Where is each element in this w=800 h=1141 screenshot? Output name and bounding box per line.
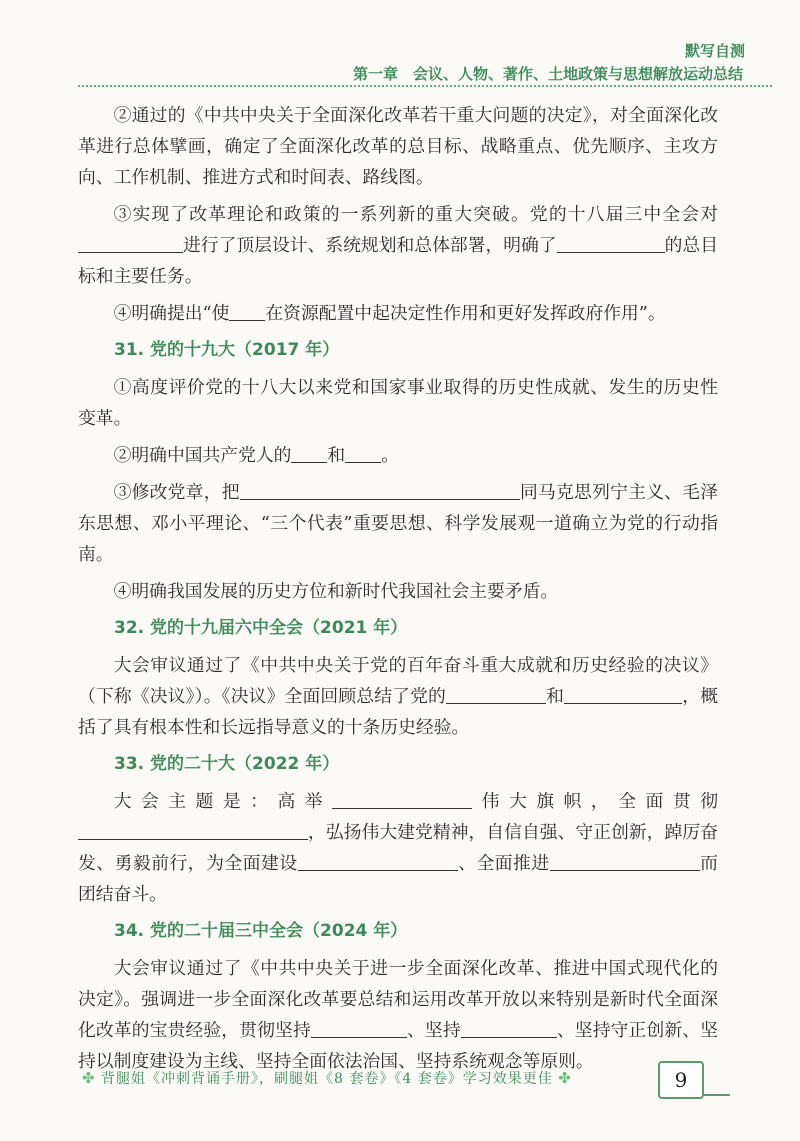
paragraph-mission [78,440,718,471]
header-divider [78,85,772,87]
text: 而团结奋斗。 [78,853,718,905]
text: 在资源配置中起决定性作用和更好发挥政府作用”。 [265,303,666,324]
text: 、全面推进 [457,853,550,874]
fill-blank[interactable] [291,442,327,463]
text: ，概括了具有根本性和长远指导意义的十条历史经验。 [78,686,718,738]
paragraph-resolution [78,650,718,743]
page-number: 9 [658,1061,704,1099]
text: 大会审议通过了《中共中央关于党的百年奋斗重大成就和历史经验的决议》（下称《决议》）。《决议》全面回顾总结了党的 [78,655,718,707]
text: 。 [381,445,400,466]
text: 和 [327,445,346,466]
text: 大会审议通过了《中共中央关于进一步全面深化改革、推进中国式现代化的决定》。强调进一步全面深化改革要总结和运用改革开放以来特别是新时代全面深化改革的宝贵经验，贯彻坚持 [78,958,718,1041]
footer-promo [82,1068,572,1088]
heading-34: 34. 党的二十届三中全会（2024 年） [114,921,408,941]
section-tag: 默写自测 [684,42,745,60]
fill-blank[interactable] [550,850,700,871]
fill-blank[interactable] [345,442,381,463]
paragraph-reform [78,953,718,1077]
text: 大会主题是：高举 [113,791,333,812]
fill-blank[interactable] [564,683,682,704]
fill-blank[interactable] [311,1017,407,1038]
text: 伟大旗帜，全面贯彻 [472,791,718,812]
heading-32: 32. 党的十九届六中全会（2021 年） [114,618,408,638]
text: 同马克思列宁主义、毛泽东思想、邓小平理论、“三个代表”重要思想、科学发展观一道确立为党的行动指南。 [78,482,718,565]
text: ②明确中国共产党人的 [113,445,292,466]
paragraph-achievements: ①高度评价党的十八大以来党和国家事业取得的历史性成就、发生的历史性变革。 [78,377,718,429]
clover-icon: ✤ [82,1069,96,1087]
fill-blank[interactable] [557,232,665,253]
fill-blank[interactable] [240,479,520,500]
text: ③修改党章，把 [113,482,240,503]
paragraph-theme [78,786,718,910]
footer-text: 背腿姐《冲刺背诵手册》，刷腿姐《8 套卷》《4 套卷》学习效果更佳 [101,1071,553,1087]
text: 的总目标和主要任务。 [78,235,718,287]
text: 、坚持 [406,1020,461,1041]
fill-blank[interactable] [461,1017,557,1038]
text: ④明确提出“使 [113,303,230,324]
page-number-rule [702,1094,730,1096]
paragraph-breakthrough [78,199,718,292]
fill-blank[interactable] [298,850,458,871]
paragraph-constitution [78,477,718,570]
fill-blank[interactable] [229,300,265,321]
fill-blank[interactable] [78,232,183,253]
fill-blank[interactable] [332,788,472,809]
heading-33: 33. 党的二十大（2022 年） [114,754,340,774]
text: 、坚持守正创新、坚持以制度建设为主线、坚持全面依法治国、坚持系统观念等原则。 [78,1020,718,1072]
text: ，弘扬伟大建党精神，自信自强、守正创新，踔厉奋发、勇毅前行，为全面建设 [78,822,718,874]
fill-blank[interactable] [78,819,308,840]
paragraph-market [78,298,718,329]
page-body [78,100,718,1083]
clover-icon: ✤ [558,1069,572,1087]
text: ③实现了改革理论和政策的一系列新的重大突破。党的十八届三中全会对 [113,204,718,225]
text: 和 [545,686,565,707]
fill-blank[interactable] [446,683,546,704]
heading-31: 31. 党的十九大（2017 年） [114,340,340,360]
paragraph-contradiction: ④明确我国发展的历史方位和新时代我国社会主要矛盾。 [113,581,559,602]
paragraph-decision: ②通过的《中共中央关于全面深化改革若干重大问题的决定》，对全面深化改革进行总体擘画，确定了全面深化改革的总目标、战略重点、优先顺序、主攻方向、工作机制、推进方式和时间表、路线图。 [78,105,718,188]
chapter-title: 第一章 会议、人物、著作、土地政策与思想解放运动总结 [352,65,743,83]
text: 进行了顶层设计、系统规划和总体部署，明确了 [183,235,557,256]
